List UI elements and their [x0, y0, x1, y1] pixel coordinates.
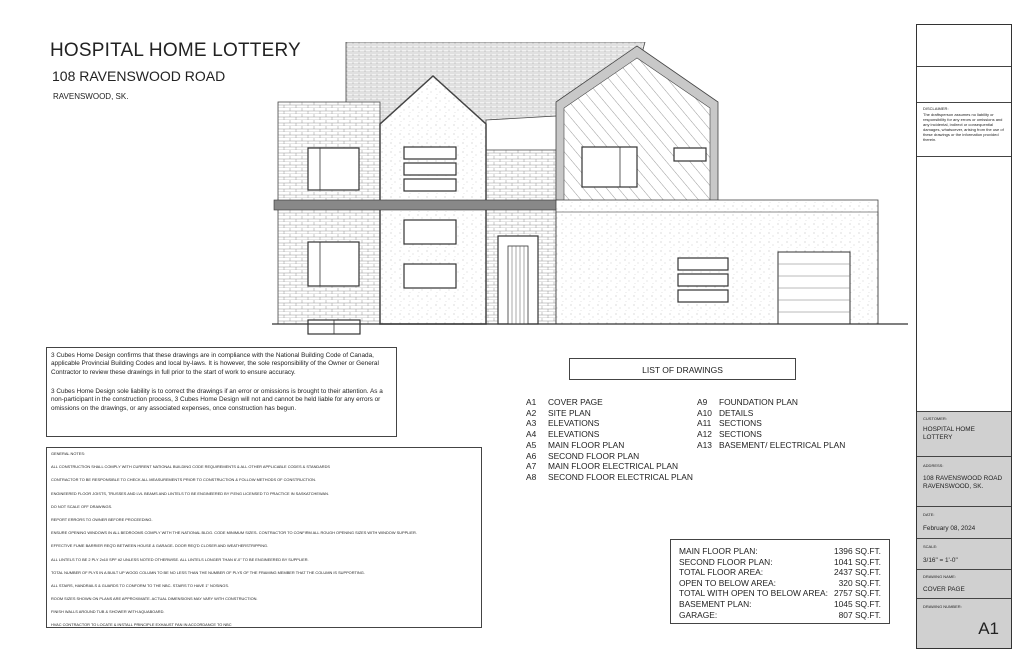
- disclaimer-cell: [917, 103, 1011, 157]
- area-value: 1396 SQ.FT.: [833, 546, 881, 556]
- project-address: 108 RAVENSWOOD ROAD: [52, 68, 226, 84]
- drawing-title: SECOND FLOOR ELECTRICAL PLAN: [548, 471, 693, 482]
- drawing-number: A1: [526, 397, 537, 407]
- general-note: ROOM SIZES SHOWN ON PLANS ARE APPROXIMATE. ACTUAL DIMENSIONS MAY VARY WITH CONSTRUCTION.: [51, 596, 258, 602]
- general-notes: [46, 447, 482, 628]
- address-line-2: RAVENSWOOD, SK.: [923, 483, 984, 490]
- drawing-number: A9: [697, 397, 708, 407]
- drawing-list-item: [526, 451, 693, 462]
- drawings-list-column-2: [697, 397, 845, 451]
- liability-paragraph: 3 Cubes Home Design sole liability is to correct the drawings if an error or omissions is brought to their attention. As a non-participant in the construction process, 3 Cubes Home Design will not and cannot be held liable for any errors or omissions on the drawings, or any associated expenses, once construction has begun.: [51, 387, 383, 412]
- area-row: [679, 578, 881, 589]
- general-note: HVAC CONTRACTOR TO LOCATE & INSTALL PRINCIPLE EXHAUST FAN IN ACCORDANCE TO NBC: [51, 622, 232, 628]
- customer-line-1: HOSPITAL HOME: [923, 426, 975, 433]
- drawing-list-item: [697, 408, 845, 419]
- drawing-title: SECTIONS: [719, 418, 762, 429]
- drawing-number: A6: [526, 450, 537, 461]
- address-label: ADDRESS:: [923, 463, 944, 468]
- area-value: 2437 SQ.FT.: [833, 567, 881, 578]
- general-note: GENERAL NOTES:: [51, 451, 86, 456]
- project-city: RAVENSWOOD, SK.: [53, 92, 129, 101]
- drawing-title: FOUNDATION PLAN: [719, 397, 798, 407]
- drawing-number: A4: [526, 429, 537, 440]
- drawing-title: DETAILS: [719, 407, 754, 418]
- drawing-list-item: [697, 429, 845, 440]
- address-cell: [917, 457, 1011, 507]
- area-label: BASEMENT PLAN:: [679, 598, 752, 609]
- area-value: 1045 SQ.FT.: [833, 598, 881, 609]
- drawing-list-item: [526, 408, 693, 419]
- area-row: [679, 610, 881, 621]
- area-label: MAIN FLOOR PLAN:: [679, 546, 758, 556]
- general-note: ALL CONSTRUCTION SHALL COMPLY WITH CURRENT NATIONAL BUILDING CODE REQUIREMENTS & ALL OTHER APPLICABLE CODES & STANDARDS: [51, 464, 331, 470]
- date-label: DATE:: [923, 512, 935, 517]
- front-elevation-drawing: [272, 42, 912, 342]
- stamp-area: [917, 67, 1011, 103]
- drawing-number-cell: [917, 599, 1011, 648]
- date-cell: [917, 507, 1011, 539]
- area-value: 2757 SQ.FT.: [833, 588, 881, 599]
- drawing-list-item: [526, 418, 693, 429]
- disclaimer-text: The draftsperson assumes no liability or responsibility for any errors or omissions and any incidental, indirect or consequential damages, whatsoever, arising from the use of these drawings or the information provided therein.: [923, 112, 1004, 142]
- drawing-list-item: [697, 397, 845, 408]
- drawing-list-item: [526, 461, 693, 472]
- date-value: February 08, 2024: [923, 525, 976, 532]
- drawing-title: ELEVATIONS: [548, 429, 600, 440]
- project-title: HOSPITAL HOME LOTTERY: [50, 40, 301, 61]
- area-value: 1041 SQ.FT.: [833, 556, 881, 567]
- area-label: GARAGE:: [679, 609, 718, 620]
- area-value: 320 SQ.FT.: [838, 577, 881, 588]
- drawing-number-label: DRAWING NUMBER:: [923, 604, 962, 609]
- drawing-list-item: [526, 397, 693, 408]
- compliance-note: [46, 347, 397, 437]
- drawing-list-item: [526, 472, 693, 483]
- drawing-title: SITE PLAN: [548, 407, 591, 418]
- area-row: [679, 599, 881, 610]
- drawing-number-value: A1: [978, 619, 999, 638]
- area-label: TOTAL FLOOR AREA:: [679, 567, 764, 578]
- customer-label: CUSTOMER:: [923, 416, 947, 421]
- drawings-list-column-1: [526, 397, 693, 483]
- area-label: OPEN TO BELOW AREA:: [679, 577, 776, 588]
- drawing-number: A12: [697, 429, 712, 440]
- customer-line-2: LOTTERY: [923, 434, 953, 441]
- drawing-list-item: [697, 440, 845, 451]
- drawing-number: A8: [526, 471, 537, 482]
- drawing-number: A7: [526, 461, 537, 472]
- drawing-title: MAIN FLOOR PLAN: [548, 439, 625, 450]
- drawing-title: SECTIONS: [719, 429, 762, 440]
- general-note: TOTAL NUMBER OF PLYS IN A BUILT UP WOOD COLUMN TO BE NO LESS THAN THE NUMBER OF PLYS OF THE FRAMING MEMBER THAT THE COLUMN IS SUPPORTING.: [51, 569, 365, 575]
- general-note: ENGINEERED FLOOR JOISTS, TRUSSES AND LVL BEAMS AND LINTELS TO BE ENGINEERED BY P.ENG LICENSED TO PRACTICE IN SASKATCHEWAN.: [51, 490, 329, 496]
- general-note: ALL STAIRS, HANDRAILS & GUARDS TO CONFORM TO THE NBC- STAIRS TO HAVE 1" NOSINGS.: [51, 582, 230, 588]
- drawing-list-item: [697, 418, 845, 429]
- area-value: 807 SQ.FT.: [838, 609, 881, 620]
- area-row: [679, 546, 881, 557]
- drawing-number: A5: [526, 439, 537, 450]
- drawing-number: A11: [697, 418, 712, 429]
- address-line-1: 108 RAVENSWOOD ROAD: [923, 475, 1003, 482]
- blank-area: [917, 157, 1011, 412]
- drawings-list-title: LIST OF DRAWINGS: [569, 358, 796, 380]
- general-note: ENSURE OPENING WINDOWS IN ALL BEDROOMS COMPLY WITH THE NATIONAL BLDG. CODE MINIMUM SIZES- CONTRACTOR TO CONFIRM ALL ROUGH OPENING SIZES WITH WINDOW SUPPLIER.: [51, 530, 417, 536]
- area-row: [679, 588, 881, 599]
- drawing-title: ELEVATIONS: [548, 418, 600, 429]
- title-block: [916, 24, 1012, 649]
- drawing-number: A13: [697, 439, 712, 450]
- area-summary: [670, 539, 890, 624]
- drawing-title: COVER PAGE: [548, 397, 603, 407]
- disclaimer-label: DISCLAIMER:: [923, 106, 949, 111]
- drawing-name-value: COVER PAGE: [923, 586, 965, 593]
- drawing-title: SECOND FLOOR PLAN: [548, 450, 640, 461]
- area-label: SECOND FLOOR PLAN:: [679, 556, 773, 567]
- drawing-list-item: [526, 429, 693, 440]
- general-note: FINISH WALLS AROUND TUB & SHOWER WITH AQUABOARD.: [51, 609, 165, 615]
- logo-area: [917, 25, 1011, 67]
- drawing-name-label: DRAWING NAME:: [923, 574, 956, 579]
- scale-value: 3/16" = 1'-0": [923, 557, 958, 564]
- general-note: DO NOT SCALE OFF DRAWINGS.: [51, 503, 113, 509]
- general-note: ALL LINTELS TO BE 2 PLY 2x10 SPF #2 UNLESS NOTED OTHERWISE. ALL LINTELS LONGER THAN 6'-0" TO BE ENGINEERED BY SUPPLIER.: [51, 556, 309, 562]
- drawing-name-cell: [917, 570, 1011, 599]
- drawing-title: MAIN FLOOR ELECTRICAL PLAN: [548, 461, 678, 472]
- scale-cell: [917, 539, 1011, 570]
- drawing-number: A3: [526, 418, 537, 429]
- area-label: TOTAL WITH OPEN TO BELOW AREA:: [679, 588, 828, 599]
- compliance-paragraph: 3 Cubes Home Design confirms that these drawings are in compliance with the National Building Code of Canada, applicable Provincial Building Codes and local by-laws. It is however, the sole responsibility of the Owner or General Contractor to review these drawings in full prior to the start of work to ensure accuracy.: [51, 352, 379, 376]
- drawing-title: BASEMENT/ ELECTRICAL PLAN: [719, 439, 846, 450]
- general-note: EFFECTIVE FUME BARRIER REQ'D BETWEEN HOUSE & GARAGE- DOOR REQ'D CLOSER AND WEATHERSTRIPPING.: [51, 543, 269, 549]
- customer-cell: [917, 412, 1011, 457]
- drawing-number: A10: [697, 407, 712, 418]
- general-note: CONTRACTOR TO BE RESPONSIBLE TO CHECK ALL MEASUREMENTS PRIOR TO CONSTRUCTION & FOLLOW METHODS OF CONSTRUCTION.: [51, 477, 317, 483]
- drawing-list-item: [526, 440, 693, 451]
- area-row: [679, 567, 881, 578]
- general-note: REPORT ERRORS TO OWNER BEFORE PROCEEDING.: [51, 516, 153, 522]
- drawing-number: A2: [526, 407, 537, 418]
- area-row: [679, 557, 881, 568]
- scale-label: SCALE:: [923, 544, 938, 549]
